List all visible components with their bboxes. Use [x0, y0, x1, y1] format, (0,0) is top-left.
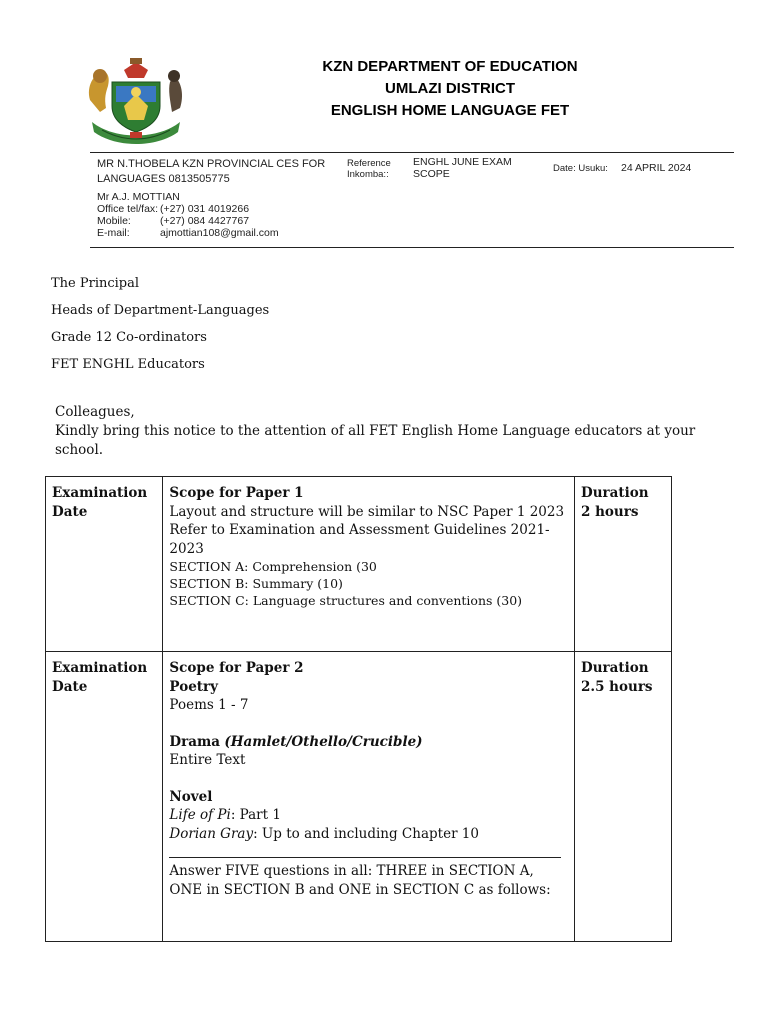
paper1-duration-label: Duration: [581, 485, 649, 501]
drama-scope: Entire Text: [169, 752, 246, 768]
paper1-section-b: SECTION B: Summary (10): [169, 576, 343, 591]
novel-1-scope: : Part 1: [230, 807, 281, 823]
novel-2-scope: : Up to and including Chapter 10: [253, 825, 479, 842]
contact-name: Mr A.J. MOTTIAN: [97, 191, 180, 203]
paper1-date-cell: Examination Date: [46, 477, 163, 652]
reference-value-1: ENGHL JUNE EXAM: [413, 156, 512, 168]
novel-2-line: [169, 825, 568, 844]
office-value: (+27) 031 4019266: [160, 203, 250, 215]
reference-label-1: Reference: [347, 158, 391, 169]
reference-value-2: SCOPE: [413, 168, 450, 180]
paper1-layout-line: Layout and structure will be similar to NSC Paper 1 2023: [169, 503, 565, 520]
subject-title: ENGLISH HOME LANGUAGE FET: [330, 102, 570, 119]
paper1-duration-cell: [575, 477, 672, 652]
addressee-principal: The Principal: [51, 276, 140, 291]
kzn-crest-logo: [84, 56, 188, 148]
district-title: UMLAZI DISTRICT: [385, 80, 515, 97]
addressee-coordinators: Grade 12 Co-ordinators: [51, 330, 207, 345]
drama-texts: (Hamlet/Othello/Crucible): [224, 733, 423, 750]
table-row: [46, 477, 672, 652]
paper1-guidelines-line: Refer to Examination and Assessment Guidelines 2021-2023: [169, 522, 550, 557]
drama-heading: Drama: [169, 733, 221, 750]
novel-1-line: [169, 806, 568, 825]
divider-line: [169, 843, 561, 858]
ces-line-1: MR N.THOBELA KZN PROVINCIAL CES FOR: [97, 158, 326, 170]
poetry-heading: Poetry: [169, 678, 218, 695]
paper1-section-c: SECTION C: Language structures and conventions (30): [169, 593, 523, 608]
department-title: KZN DEPARTMENT OF EDUCATION: [322, 58, 578, 75]
paper2-date-cell: Examination Date: [46, 652, 163, 942]
date-label: Date: Usuku:: [553, 163, 608, 174]
drama-heading-line: [169, 733, 568, 752]
mobile-label: Mobile:: [97, 215, 131, 227]
table-row: [46, 652, 672, 942]
paper2-scope-title: Scope for Paper 2: [169, 660, 304, 676]
ces-line-2: LANGUAGES 0813505775: [97, 173, 230, 185]
header-top-rule: [90, 152, 734, 153]
paper2-duration-cell: [575, 652, 672, 942]
intro-body: Kindly bring this notice to the attention of all FET English Home Language educators at your school.: [55, 423, 696, 458]
paper2-duration-value: 2.5 hours: [581, 678, 653, 695]
office-label: Office tel/fax:: [97, 203, 159, 215]
novel-2-title: Dorian Gray: [169, 825, 254, 842]
paper1-duration-value: 2 hours: [581, 503, 639, 520]
date-value: 24 APRIL 2024: [621, 162, 692, 174]
addressee-hods: Heads of Department-Languages: [51, 303, 270, 318]
poetry-scope: Poems 1 - 7: [169, 697, 249, 713]
header-bottom-rule: [90, 247, 734, 248]
addressee-educators: FET ENGHL Educators: [51, 357, 205, 372]
novel-1-title: Life of Pi: [169, 807, 231, 823]
email-value: ajmottian108@gmail.com: [160, 227, 279, 239]
reference-label-2: Inkomba::: [347, 169, 389, 180]
paper1-section-a: SECTION A: Comprehension (30: [169, 559, 377, 574]
paper2-scope-cell: [163, 652, 575, 942]
paper2-duration-label: Duration: [581, 660, 649, 676]
greeting: Colleagues,: [55, 404, 135, 420]
email-label: E-mail:: [97, 227, 130, 239]
letterhead-titles: [200, 56, 700, 122]
paper1-scope-cell: [163, 477, 575, 652]
paper1-scope-title: Scope for Paper 1: [169, 485, 304, 501]
exam-scope-table: [45, 476, 672, 942]
paper2-instructions: Answer FIVE questions in all: THREE in SECTION A, ONE in SECTION B and ONE in SECTION C as follows:: [169, 863, 551, 898]
novel-heading: Novel: [169, 788, 213, 805]
mobile-value: (+27) 084 4427767: [160, 215, 250, 227]
